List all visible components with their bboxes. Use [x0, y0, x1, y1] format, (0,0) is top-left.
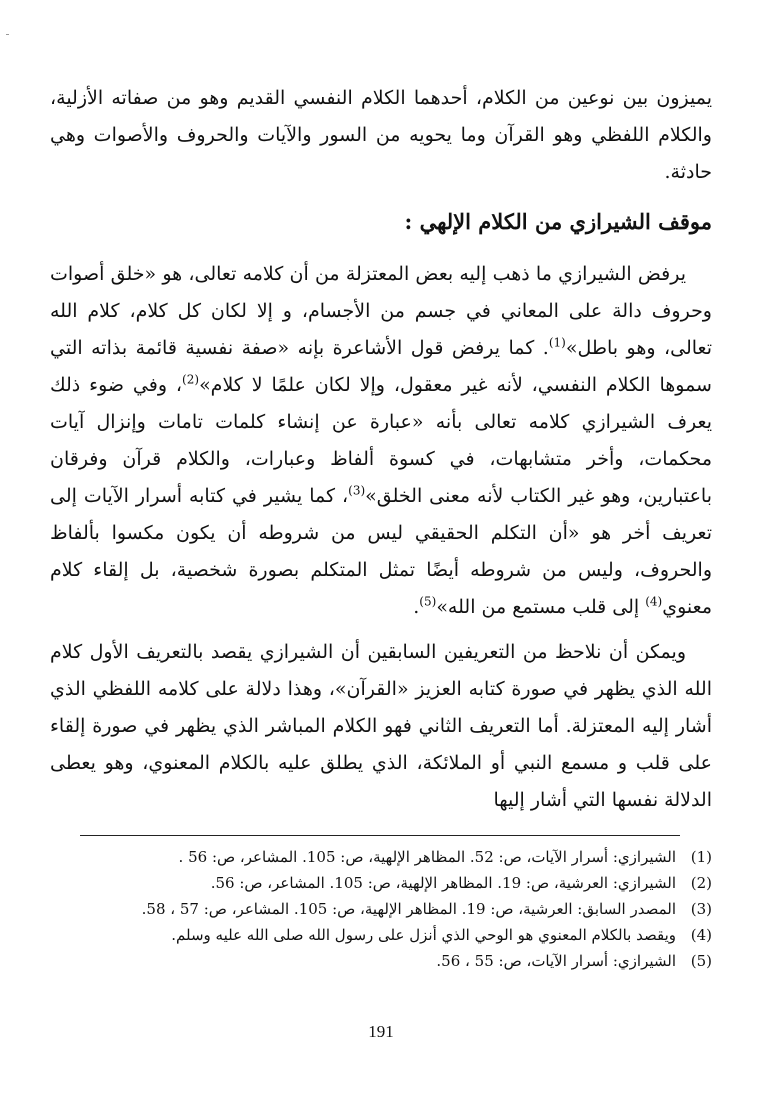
footnote-text: الشيرازي: أسرار الآيات، ص: 52. المظاهر الإلهية، ص: 105. المشاعر، ص: 56 .: [178, 848, 676, 866]
footnote-ref-1[interactable]: (1): [548, 335, 566, 350]
footnote-number: (5): [690, 952, 712, 970]
paragraph-2: [50, 256, 712, 626]
footnote-4: [50, 923, 712, 947]
footnote-number: (2): [690, 874, 712, 892]
page-number: 191: [368, 1022, 394, 1041]
paragraph-2-part-2: . كما يرفض قول الأشاعرة بإنه «صفة نفسية قائمة بذاته التي سموها الكلام النفسي، لأنه غير معقول، وإلا لكان علمًا لا كلام»: [50, 337, 712, 396]
paragraph-2-part-4: ، كما يشير في كتابه أسرار الآيات إلى تعريف أخر هو «أن التكلم الحقيقي ليس من شروطه أن يكون مكسوا بألفاظ والحروف، وليس من شروطه أيضًا تمثل المتكلم بصورة شخصية، بل إلقاء كلام معنوي: [50, 485, 712, 618]
section-heading: موقف الشيرازي من الكلام الإلهي :: [404, 209, 712, 234]
paragraph-1: يميزون بين نوعين من الكلام، أحدهما الكلام النفسي القديم وهو من صفاته الأزلية، والكلام اللفظي وهو القرآن وما يحويه من السور والآيات والحروف والأصوات وهي حادثة.: [50, 87, 712, 183]
footnote-ref-3[interactable]: (3): [348, 483, 366, 498]
scan-mark: [6, 34, 9, 35]
footnotes: [50, 845, 712, 975]
footnote-number: (4): [690, 926, 712, 944]
footnote-2: [50, 871, 712, 895]
footnote-number: (3): [690, 900, 712, 918]
footnote-number: (1): [690, 848, 712, 866]
footnote-ref-2[interactable]: (2): [182, 372, 200, 387]
footnote-text: الشيرازي: أسرار الآيات، ص: 55 ، 56.: [436, 952, 676, 970]
footnote-text: المصدر السابق: العرشية، ص: 19. المظاهر الإلهية، ص: 105. المشاعر، ص: 57 ، 58.: [141, 900, 676, 918]
footnote-ref-5[interactable]: (5): [419, 594, 437, 609]
paragraph-2-part-3: ، وفي ضوء ذلك يعرف الشيرازي كلامه تعالى بأنه «عبارة عن إنشاء كلمات تامات وإنزال آيات محكمات، وأخر متشابهات، في كسوة ألفاظ وعبارات، والكلام قرآن وفرقان باعتبارين، وهو غير الكتاب لأنه معنى الخلق»: [50, 374, 713, 507]
footnote-divider: [80, 835, 680, 836]
paragraph-2-part-6: .: [413, 596, 420, 618]
footnote-3: [50, 897, 712, 921]
paragraph-3: ويمكن أن نلاحظ من التعريفين السابقين أن الشيرازي يقصد بالتعريف الأول كلام الله الذي يظهر في صورة كتابه العزيز «القرآن»، وهذا دلالة على كلامه اللفظي الذي أشار إليه المعتزلة. أما التعريف الثاني فهو الكلام المباشر الذي يظهر في صورة إلقاء على قلب و مسمع النبي أو الملائكة، الذي يطلق عليه بالكلام المعنوي، وهو يعطى الدلالة نفسها التي أشار إليها: [50, 641, 712, 811]
footnote-text: الشيرازي: العرشية، ص: 19. المظاهر الإلهية، ص: 105. المشاعر، ص: 56.: [210, 874, 676, 892]
main-text: [50, 80, 712, 819]
footnote-text: ويقصد بالكلام المعنوي هو الوحي الذي أنزل على رسول الله صلى الله عليه وسلم.: [171, 926, 676, 944]
paragraph-2-part-5: إلى قلب مستمع من الله»: [436, 596, 646, 618]
footnote-ref-4[interactable]: (4): [645, 594, 663, 609]
paragraph-2-part-1: يرفض الشيرازي ما ذهب إليه بعض المعتزلة من أن كلامه تعالى، هو «خلق أصوات وحروف دالة على المعاني في جسم من الأجسام، و إلا لكان كل كلام، كلام الله تعالى، وهو باطل»: [50, 263, 713, 359]
footnote-1: [50, 845, 712, 869]
footnote-5: [50, 949, 712, 973]
